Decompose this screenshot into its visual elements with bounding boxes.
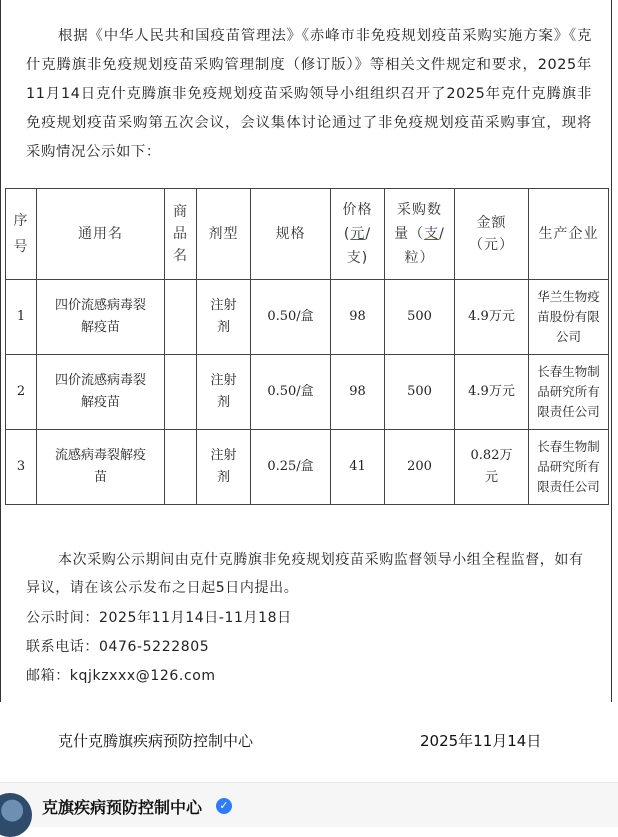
notice-section bbox=[26, 546, 592, 691]
header-spec: 规格 bbox=[251, 189, 331, 280]
cell-generic: 流感病毒裂解疫苗 bbox=[37, 430, 165, 505]
cell-form: 注射剂 bbox=[197, 355, 251, 430]
verified-check-icon: ✓ bbox=[216, 798, 232, 814]
cell-maker: 长春生物制品研究所有限责任公司 bbox=[529, 430, 609, 505]
header-form: 剂型 bbox=[197, 189, 251, 280]
cell-trade bbox=[165, 355, 197, 430]
table-header-row bbox=[6, 189, 609, 280]
intro-paragraph: 根据《中华人民共和国疫苗管理法》《赤峰市非免疫规划疫苗采购实施方案》《克什克腾旗非免疫规划疫苗采购管理制度（修订版）》等相关文件规定和要求，2025年11月14日克什克腾旗非免疫规划疫苗采购领导小组组织召开了2025年克什克腾旗非免疫规划疫苗采购第五次会议，会议集体讨论通过了非免疫规划疫苗采购事宜，现将采购情况公示如下： bbox=[26, 28, 592, 160]
header-price: 价格 (元/支) bbox=[331, 189, 385, 280]
header-qty-c: 支 bbox=[424, 226, 440, 242]
cell-qty: 200 bbox=[385, 430, 455, 505]
table-row bbox=[6, 280, 609, 355]
signature-date: 2025年11月14日 bbox=[420, 732, 542, 750]
avatar[interactable] bbox=[0, 793, 32, 837]
cell-spec: 0.25/盒 bbox=[251, 430, 331, 505]
cell-price: 98 bbox=[331, 355, 385, 430]
header-seq: 序号 bbox=[6, 189, 37, 280]
header-qty-d: /粒） bbox=[404, 226, 445, 266]
publicity-time: 公示时间：2025年11月14日-11月18日 bbox=[26, 610, 292, 626]
cell-qty: 500 bbox=[385, 280, 455, 355]
header-qty-label: 采购数 bbox=[397, 202, 442, 218]
account-name[interactable]: 克旗疾病预防控制中心 bbox=[42, 798, 203, 817]
cell-seq: 3 bbox=[6, 430, 37, 505]
header-price-label: 价格 bbox=[342, 202, 373, 218]
cell-seq: 1 bbox=[6, 280, 37, 355]
cell-qty: 500 bbox=[385, 355, 455, 430]
cell-trade bbox=[165, 280, 197, 355]
cell-form: 注射剂 bbox=[197, 280, 251, 355]
cell-price: 41 bbox=[331, 430, 385, 505]
header-amount: 金额（元） bbox=[455, 189, 529, 280]
cell-form: 注射剂 bbox=[197, 430, 251, 505]
table-row bbox=[6, 430, 609, 505]
header-maker: 生产企业 bbox=[529, 189, 609, 280]
cell-maker: 华兰生物疫苗股份有限公司 bbox=[529, 280, 609, 355]
account-bar[interactable] bbox=[0, 782, 618, 827]
contact-email: 邮箱：kqjkzxxx@126.com bbox=[26, 668, 216, 684]
header-generic: 通用名 bbox=[37, 189, 165, 280]
header-price-per: /支 bbox=[346, 226, 372, 266]
header-qty-b: 量（ bbox=[394, 226, 425, 242]
signature-org: 克什克腾旗疾病预防控制中心 bbox=[58, 732, 254, 750]
notice-paragraph: 本次采购公示期间由克什克腾旗非免疫规划疫苗采购监督领导小组全程监督，如有异议，请在该公示发布之日起5日内提出。 bbox=[26, 552, 584, 596]
cell-maker: 长春生物制品研究所有限责任公司 bbox=[529, 355, 609, 430]
cell-spec: 0.50/盒 bbox=[251, 355, 331, 430]
contact-phone: 联系电话：0476-5222805 bbox=[26, 639, 210, 655]
header-price-unit: 元 bbox=[350, 226, 366, 242]
cell-seq: 2 bbox=[6, 355, 37, 430]
procurement-table bbox=[5, 188, 609, 505]
header-qty bbox=[385, 189, 455, 280]
cell-amount: 0.82万元 bbox=[455, 430, 529, 505]
cell-amount: 4.9万元 bbox=[455, 280, 529, 355]
cell-generic: 四价流感病毒裂解疫苗 bbox=[37, 355, 165, 430]
cell-price: 98 bbox=[331, 280, 385, 355]
cell-trade bbox=[165, 430, 197, 505]
table-row bbox=[6, 355, 609, 430]
cell-spec: 0.50/盒 bbox=[251, 280, 331, 355]
cell-generic: 四价流感病毒裂解疫苗 bbox=[37, 280, 165, 355]
header-trade: 商品名 bbox=[165, 189, 197, 280]
cell-amount: 4.9万元 bbox=[455, 355, 529, 430]
